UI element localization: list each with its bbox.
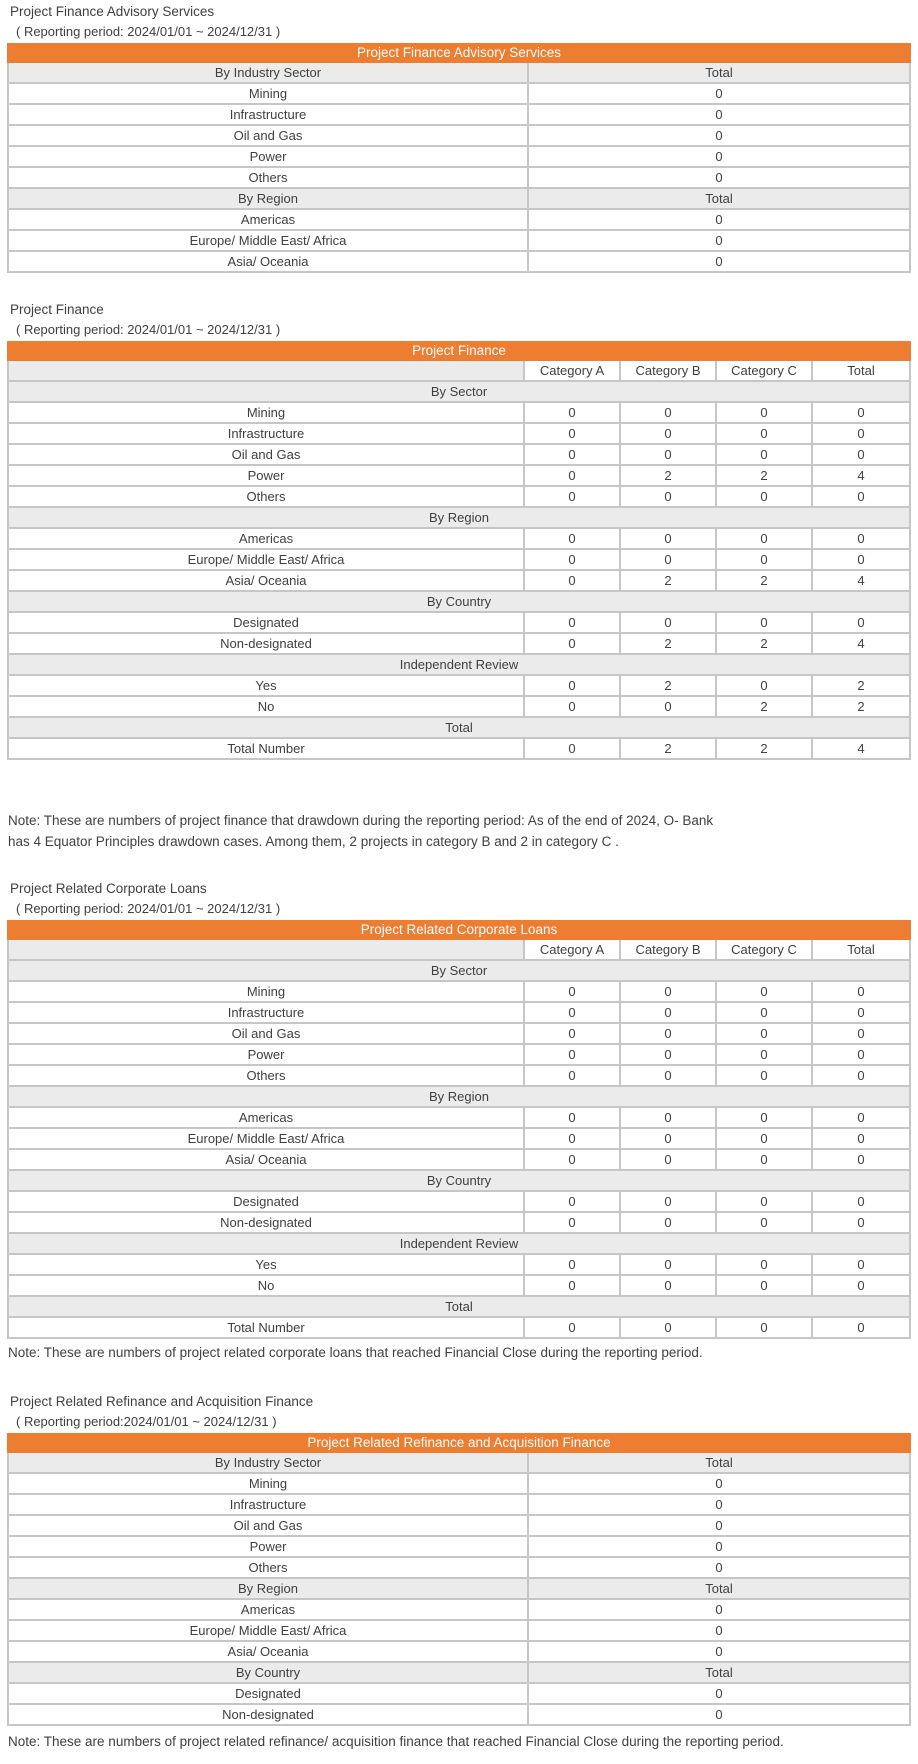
group-header-row — [7, 1297, 911, 1318]
row-label: Yes — [9, 1255, 525, 1274]
group-header-label: By Sector — [9, 382, 909, 401]
table-row — [7, 1537, 911, 1558]
cell-value: 0 — [857, 552, 865, 567]
column-header-row — [7, 940, 911, 961]
cell-value: 0 — [715, 149, 723, 164]
row-label: Others — [9, 168, 529, 187]
cell-value: 0 — [525, 466, 621, 485]
table-row — [7, 445, 911, 466]
cell-value: 2 — [621, 634, 717, 653]
cell-value: 0 — [715, 1476, 723, 1491]
table-row — [7, 126, 911, 147]
cell-value: 0 — [525, 571, 621, 590]
cell-value: 0 — [717, 550, 813, 569]
row-label: Americas — [9, 1108, 525, 1127]
table-row — [7, 487, 911, 508]
cell-value: 0 — [857, 1215, 865, 1230]
reporting-period: ( Reporting period: 2024/01/01 ~ 2024/12/31 ) — [16, 24, 281, 39]
cell-value: 0 — [715, 1602, 723, 1617]
row-label: Power — [9, 147, 529, 166]
cell-value: 4 — [857, 636, 865, 651]
cell-value: 0 — [525, 676, 621, 695]
cell-value: 0 — [715, 233, 723, 248]
table-row — [7, 210, 911, 231]
cell-value: 0 — [525, 1003, 621, 1022]
cell-value: 0 — [621, 550, 717, 569]
cell-value: 0 — [857, 1257, 865, 1272]
cell-value: 0 — [717, 1003, 813, 1022]
section-title: Project Related Corporate Loans — [10, 881, 207, 896]
table-row — [7, 1495, 911, 1516]
table-row — [7, 231, 911, 252]
cell-value: 0 — [715, 1686, 723, 1701]
row-label: Others — [9, 1066, 525, 1085]
cell-value: 0 — [525, 1045, 621, 1064]
cell-value: 0 — [525, 403, 621, 422]
row-label: Yes — [9, 676, 525, 695]
table-row — [7, 1129, 911, 1150]
column-header-empty — [9, 940, 525, 959]
row-label: Europe/ Middle East/ Africa — [9, 1129, 525, 1148]
cell-value: 2 — [621, 676, 717, 695]
cell-value: 0 — [715, 86, 723, 101]
cell-value: 2 — [717, 697, 813, 716]
row-label: Asia/ Oceania — [9, 571, 525, 590]
row-label: Non-designated — [9, 1705, 529, 1724]
cell-value: 0 — [621, 697, 717, 716]
report-section — [0, 1393, 918, 1752]
row-label: Infrastructure — [9, 1003, 525, 1022]
table-row — [7, 1045, 911, 1066]
column-header-empty — [9, 361, 525, 380]
group-header-label: Total — [9, 1297, 909, 1316]
cell-value: 0 — [525, 1318, 621, 1337]
table-row — [7, 1558, 911, 1579]
cell-value: 0 — [621, 1192, 717, 1211]
row-label: No — [9, 697, 525, 716]
table-row — [7, 1642, 911, 1663]
row-label: Mining — [9, 403, 525, 422]
column-header: Category B — [621, 361, 717, 380]
table-row — [7, 1474, 911, 1495]
table-row — [7, 1684, 911, 1705]
cell-value: 0 — [715, 107, 723, 122]
table-row — [7, 676, 911, 697]
group-header-row — [7, 655, 911, 676]
row-label: Asia/ Oceania — [9, 1642, 529, 1661]
section-title: Project Finance — [10, 302, 104, 317]
row-label: Power — [9, 1045, 525, 1064]
note-line: Note: These are numbers of project related corporate loans that reached Financial Close during the reporting period. — [8, 1345, 703, 1360]
cell-value: 0 — [717, 445, 813, 464]
group-header-row — [7, 961, 911, 982]
cell-value: 0 — [717, 403, 813, 422]
cell-value: 0 — [715, 1623, 723, 1638]
row-label: Designated — [9, 1192, 525, 1211]
row-label: By Region — [9, 1579, 529, 1598]
group-header-row — [7, 1453, 911, 1474]
note-text — [8, 1731, 918, 1752]
cell-value: 0 — [525, 1129, 621, 1148]
section-title: Project Finance Advisory Services — [10, 4, 215, 19]
group-header-row — [7, 508, 911, 529]
group-header-label: By Country — [9, 592, 909, 611]
cell-value: 0 — [621, 1045, 717, 1064]
column-header: Category A — [525, 361, 621, 380]
row-label: Non-designated — [9, 634, 525, 653]
table-row — [7, 147, 911, 168]
cell-value: 0 — [621, 403, 717, 422]
cell-value: 0 — [715, 1644, 723, 1659]
column-header: Category C — [717, 361, 813, 380]
cell-value: 0 — [621, 1129, 717, 1148]
cell-value: 0 — [857, 1110, 865, 1125]
cell-value: 0 — [717, 676, 813, 695]
cell-value: 0 — [525, 487, 621, 506]
cell-value: 0 — [857, 1005, 865, 1020]
cell-value: 0 — [715, 128, 723, 143]
cell-value: 0 — [525, 445, 621, 464]
cell-value: 0 — [715, 1497, 723, 1512]
table-row — [7, 1516, 911, 1537]
report-section — [0, 880, 918, 1363]
table-row — [7, 697, 911, 718]
table-row — [7, 739, 911, 760]
row-label: Infrastructure — [9, 105, 529, 124]
cell-value: 0 — [621, 1276, 717, 1295]
row-label: Europe/ Middle East/ Africa — [9, 231, 529, 250]
cell-value: 0 — [717, 529, 813, 548]
table-row — [7, 1318, 911, 1339]
row-label: Others — [9, 1558, 529, 1577]
row-label: Non-designated — [9, 1213, 525, 1232]
row-label: Americas — [9, 1600, 529, 1619]
report-page — [0, 3, 918, 1752]
table-row — [7, 1150, 911, 1171]
group-header-row — [7, 63, 911, 84]
row-label: Americas — [9, 529, 525, 548]
cell-value: 0 — [621, 424, 717, 443]
cell-value: Total — [529, 189, 909, 208]
row-label: By Region — [9, 189, 529, 208]
row-label: Total Number — [9, 739, 525, 758]
cell-value: 0 — [717, 1129, 813, 1148]
row-label: Total Number — [9, 1318, 525, 1337]
cell-value: 0 — [715, 212, 723, 227]
table-title-banner: Project Related Corporate Loans — [7, 920, 911, 940]
cell-value: 0 — [621, 1318, 717, 1337]
cell-value: 0 — [621, 613, 717, 632]
cell-value: 0 — [717, 487, 813, 506]
group-header-label: Independent Review — [9, 1234, 909, 1253]
table-row — [7, 403, 911, 424]
note-line: has 4 Equator Principles drawdown cases. Among them, 2 projects in category B and 2 in category C . — [8, 834, 619, 849]
cell-value: 0 — [621, 982, 717, 1001]
table-row — [7, 84, 911, 105]
row-label: Infrastructure — [9, 1495, 529, 1514]
cell-value: 0 — [525, 424, 621, 443]
data-table — [7, 920, 911, 1339]
cell-value: 0 — [525, 550, 621, 569]
cell-value: 0 — [525, 1066, 621, 1085]
table-row — [7, 424, 911, 445]
table-row — [7, 168, 911, 189]
cell-value: 0 — [621, 1150, 717, 1169]
cell-value: 0 — [717, 424, 813, 443]
group-header-row — [7, 382, 911, 403]
row-label: Oil and Gas — [9, 1516, 529, 1535]
row-label: Mining — [9, 1474, 529, 1493]
column-header: Total — [847, 942, 875, 957]
table-row — [7, 613, 911, 634]
cell-value: 0 — [715, 1560, 723, 1575]
cell-value: Total — [529, 1453, 909, 1472]
cell-value: 0 — [717, 613, 813, 632]
group-header-label: By Region — [9, 508, 909, 527]
table-row — [7, 634, 911, 655]
table-row — [7, 105, 911, 126]
group-header-label: By Country — [9, 1171, 909, 1190]
note-line: Note: These are numbers of project related refinance/ acquisition finance that reached Financial Close during the reporting period. — [8, 1734, 784, 1749]
cell-value: 0 — [857, 447, 865, 462]
data-table — [7, 1433, 911, 1726]
group-header-row — [7, 718, 911, 739]
group-header-row — [7, 1234, 911, 1255]
cell-value: 4 — [857, 741, 865, 756]
cell-value: 0 — [717, 1108, 813, 1127]
table-row — [7, 1621, 911, 1642]
cell-value: 2 — [717, 466, 813, 485]
table-row — [7, 1255, 911, 1276]
cell-value: 0 — [857, 405, 865, 420]
row-label: Oil and Gas — [9, 126, 529, 145]
cell-value: 0 — [621, 1255, 717, 1274]
group-header-label: Independent Review — [9, 655, 909, 674]
table-row — [7, 529, 911, 550]
table-title-banner: Project Related Refinance and Acquisition Finance — [7, 1433, 911, 1453]
row-label: Oil and Gas — [9, 1024, 525, 1043]
cell-value: 0 — [857, 1278, 865, 1293]
cell-value: 2 — [621, 739, 717, 758]
table-row — [7, 550, 911, 571]
cell-value: 0 — [715, 1539, 723, 1554]
cell-value: Total — [529, 63, 909, 82]
cell-value: 0 — [621, 1213, 717, 1232]
cell-value: 0 — [715, 254, 723, 269]
cell-value: 0 — [525, 1276, 621, 1295]
cell-value: 2 — [717, 634, 813, 653]
cell-value: 0 — [525, 739, 621, 758]
cell-value: 2 — [621, 571, 717, 590]
cell-value: 0 — [621, 487, 717, 506]
column-header-row — [7, 361, 911, 382]
cell-value: 0 — [525, 1255, 621, 1274]
cell-value: 2 — [857, 699, 865, 714]
row-label: Americas — [9, 210, 529, 229]
column-header: Category A — [525, 940, 621, 959]
group-header-row — [7, 1171, 911, 1192]
row-label: Oil and Gas — [9, 445, 525, 464]
row-label: By Industry Sector — [9, 1453, 529, 1472]
cell-value: 4 — [857, 573, 865, 588]
cell-value: 2 — [717, 571, 813, 590]
group-header-row — [7, 1663, 911, 1684]
cell-value: 0 — [525, 982, 621, 1001]
cell-value: 0 — [717, 1255, 813, 1274]
cell-value: 0 — [857, 1026, 865, 1041]
row-label: Europe/ Middle East/ Africa — [9, 550, 525, 569]
row-label: Mining — [9, 84, 529, 103]
row-label: Infrastructure — [9, 424, 525, 443]
row-label: Designated — [9, 1684, 529, 1703]
note-text — [8, 810, 918, 852]
table-row — [7, 1192, 911, 1213]
table-title-banner: Project Finance Advisory Services — [7, 43, 911, 63]
cell-value: 0 — [525, 1192, 621, 1211]
row-label: Asia/ Oceania — [9, 1150, 525, 1169]
cell-value: 0 — [621, 445, 717, 464]
cell-value: 0 — [857, 1320, 865, 1335]
cell-value: 0 — [525, 1108, 621, 1127]
row-label: Mining — [9, 982, 525, 1001]
table-title-banner: Project Finance — [7, 341, 911, 361]
cell-value: 0 — [525, 697, 621, 716]
group-header-row — [7, 1087, 911, 1108]
cell-value: 0 — [857, 615, 865, 630]
group-header-row — [7, 592, 911, 613]
cell-value: 0 — [715, 170, 723, 185]
cell-value: 0 — [525, 1024, 621, 1043]
report-section — [0, 3, 918, 273]
column-header: Category C — [717, 940, 813, 959]
cell-value: 0 — [717, 1192, 813, 1211]
reporting-period: ( Reporting period: 2024/01/01 ~ 2024/12/31 ) — [16, 322, 281, 337]
section-title: Project Related Refinance and Acquisition Finance — [10, 1394, 314, 1409]
table-row — [7, 1003, 911, 1024]
table-row — [7, 1600, 911, 1621]
cell-value: Total — [529, 1663, 909, 1682]
reporting-period: ( Reporting period: 2024/01/01 ~ 2024/12/31 ) — [16, 901, 281, 916]
row-label: Others — [9, 487, 525, 506]
table-row — [7, 1066, 911, 1087]
cell-value: 0 — [857, 984, 865, 999]
cell-value: 0 — [525, 1150, 621, 1169]
cell-value: 0 — [621, 1066, 717, 1085]
row-label: No — [9, 1276, 525, 1295]
cell-value: 0 — [717, 982, 813, 1001]
row-label: Europe/ Middle East/ Africa — [9, 1621, 529, 1640]
cell-value: 0 — [715, 1707, 723, 1722]
cell-value: 0 — [621, 1003, 717, 1022]
cell-value: 0 — [717, 1024, 813, 1043]
table-row — [7, 252, 911, 273]
cell-value: 0 — [717, 1276, 813, 1295]
cell-value: 0 — [525, 1213, 621, 1232]
cell-value: 0 — [621, 1108, 717, 1127]
reporting-period: ( Reporting period:2024/01/01 ~ 2024/12/31 ) — [16, 1414, 277, 1429]
cell-value: 0 — [857, 1047, 865, 1062]
data-table — [7, 43, 911, 273]
note-text — [8, 1342, 918, 1363]
table-row — [7, 1108, 911, 1129]
cell-value: 2 — [857, 678, 865, 693]
group-header-label: Total — [9, 718, 909, 737]
table-row — [7, 1213, 911, 1234]
cell-value: 0 — [717, 1318, 813, 1337]
cell-value: 0 — [525, 634, 621, 653]
table-row — [7, 1024, 911, 1045]
table-row — [7, 571, 911, 592]
cell-value: 0 — [621, 529, 717, 548]
cell-value: 0 — [857, 1068, 865, 1083]
cell-value: 0 — [857, 426, 865, 441]
row-label: By Country — [9, 1663, 529, 1682]
row-label: Asia/ Oceania — [9, 252, 529, 271]
cell-value: 0 — [525, 613, 621, 632]
table-row — [7, 1705, 911, 1726]
row-label: Power — [9, 466, 525, 485]
cell-value: 0 — [857, 1131, 865, 1146]
cell-value: 0 — [717, 1213, 813, 1232]
cell-value: 0 — [857, 531, 865, 546]
cell-value: 2 — [621, 466, 717, 485]
cell-value: 4 — [857, 468, 865, 483]
cell-value: 0 — [717, 1066, 813, 1085]
cell-value: 0 — [621, 1024, 717, 1043]
cell-value: 0 — [715, 1518, 723, 1533]
cell-value: 0 — [857, 1194, 865, 1209]
cell-value: Total — [529, 1579, 909, 1598]
group-header-label: By Sector — [9, 961, 909, 980]
cell-value: 0 — [857, 489, 865, 504]
note-line: Note: These are numbers of project finance that drawdown during the reporting period: As of the end of 2024, O- Bank — [8, 813, 714, 828]
group-header-label: By Region — [9, 1087, 909, 1106]
report-section — [0, 301, 918, 852]
group-header-row — [7, 189, 911, 210]
group-header-row — [7, 1579, 911, 1600]
cell-value: 0 — [717, 1045, 813, 1064]
row-label: Power — [9, 1537, 529, 1556]
cell-value: 0 — [857, 1152, 865, 1167]
table-row — [7, 466, 911, 487]
row-label: Designated — [9, 613, 525, 632]
table-row — [7, 982, 911, 1003]
table-row — [7, 1276, 911, 1297]
data-table — [7, 341, 911, 760]
column-header: Total — [847, 363, 875, 378]
cell-value: 2 — [717, 739, 813, 758]
column-header: Category B — [621, 940, 717, 959]
cell-value: 0 — [525, 529, 621, 548]
row-label: By Industry Sector — [9, 63, 529, 82]
cell-value: 0 — [717, 1150, 813, 1169]
